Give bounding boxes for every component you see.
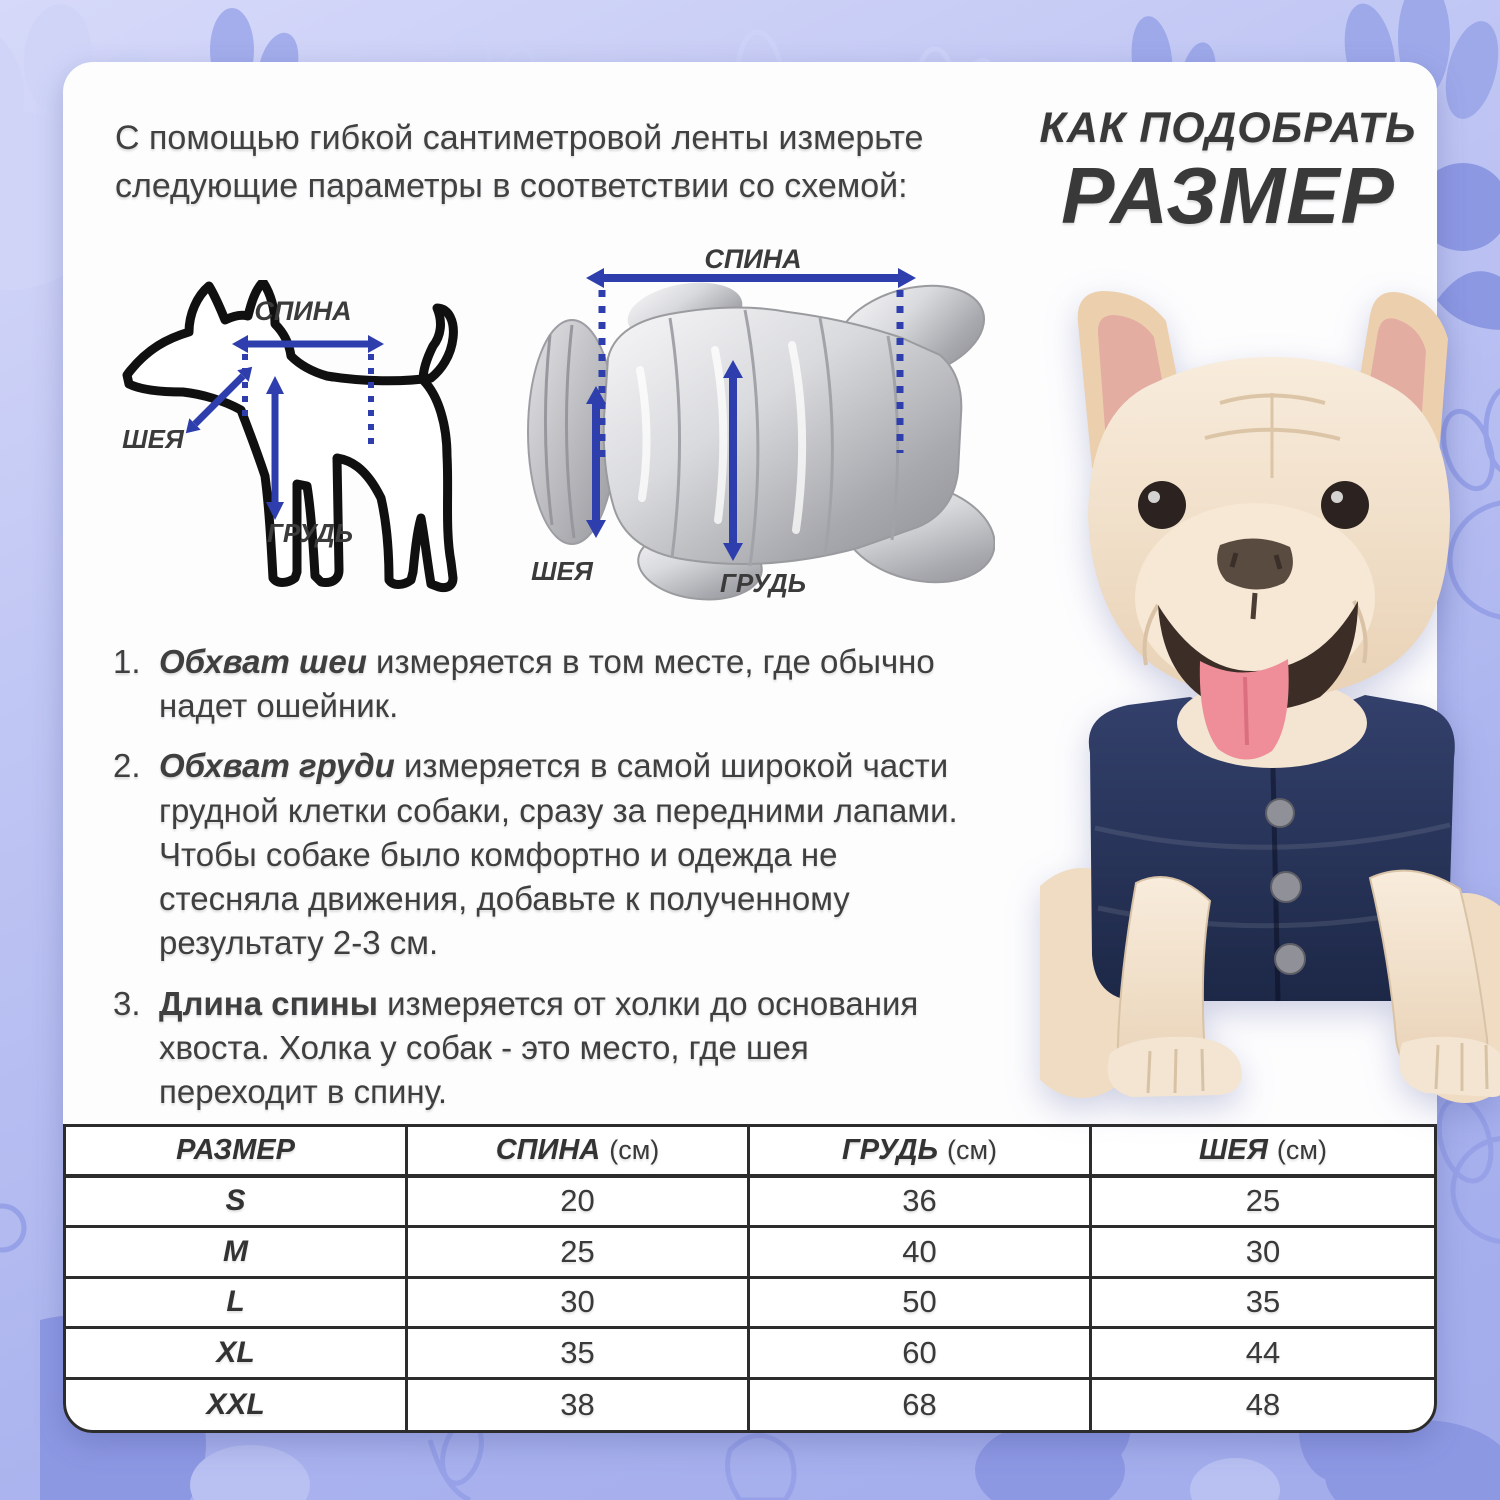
dog-eye [1138,481,1186,529]
chest-label: ГРУДЬ [719,568,807,598]
list-body: измеряется в самой широкой части грудной клетки собаки, сразу за передними лапами. Чтобы собаке было комфортно и одежда не стесняла движения, добавьте к полученному результату 2-3 см. [159,747,958,962]
list-number: 2. [113,747,141,785]
dog-measurement-diagram [105,280,485,610]
header-chest: ГРУДЬ (см) [750,1127,1092,1174]
list-text [159,982,973,1115]
list-lead: Обхват шеи [159,643,367,680]
snap-button [1275,944,1305,974]
measurement-instructions [113,640,973,1130]
list-lead: Длина спины [159,984,378,1022]
table-row: S 20 36 25 [66,1178,1434,1229]
size-table [63,1124,1437,1433]
header-neck: ШЕЯ (см) [1199,1133,1327,1166]
back-label: СПИНА [254,296,352,326]
list-number: 3. [113,984,141,1022]
dog-nose [1217,538,1293,589]
list-body: измеряется от холки до основания хвоста. Холка у собак - это место, где шея переходит в спину. [159,984,919,1110]
table-header-row [66,1127,1434,1178]
bulldog-photo [1040,253,1500,1113]
list-number: 1. [113,643,141,680]
table-row: L 30 50 35 [66,1279,1434,1330]
neck-label: ШЕЯ [122,424,184,454]
dog-head [1088,357,1450,760]
list-lead: Обхват груди [159,747,395,785]
list-text [159,744,973,965]
page-title [998,102,1458,240]
table-row: XL 35 60 44 [66,1329,1434,1380]
back-label: СПИНА [704,244,802,274]
table-row: XXL 38 68 48 [66,1380,1434,1431]
title-line-1: КАК ПОДОБРАТЬ [1039,104,1417,152]
list-item [113,744,973,965]
intro-text: С помощью гибкой сантиметровой ленты измерьте следующие параметры в соответствии со схемой: [115,119,924,206]
table-row: M 25 40 30 [66,1228,1434,1279]
chest-label: ГРУДЬ [266,518,354,548]
header-back: СПИНА (см) [408,1127,750,1174]
snap-button [1271,872,1301,902]
dog-eye [1321,481,1369,529]
snap-button [1266,799,1294,827]
list-text [159,640,973,728]
title-line-2: РАЗМЕР [1061,150,1395,240]
jacket-measurement-photo [520,240,995,620]
neck-label: ШЕЯ [531,556,593,586]
list-item [113,982,973,1115]
list-item [113,640,973,728]
list-body: измеряется в том месте, где обычно надет ошейник. [159,643,935,725]
header-size: РАЗМЕР [66,1127,408,1174]
